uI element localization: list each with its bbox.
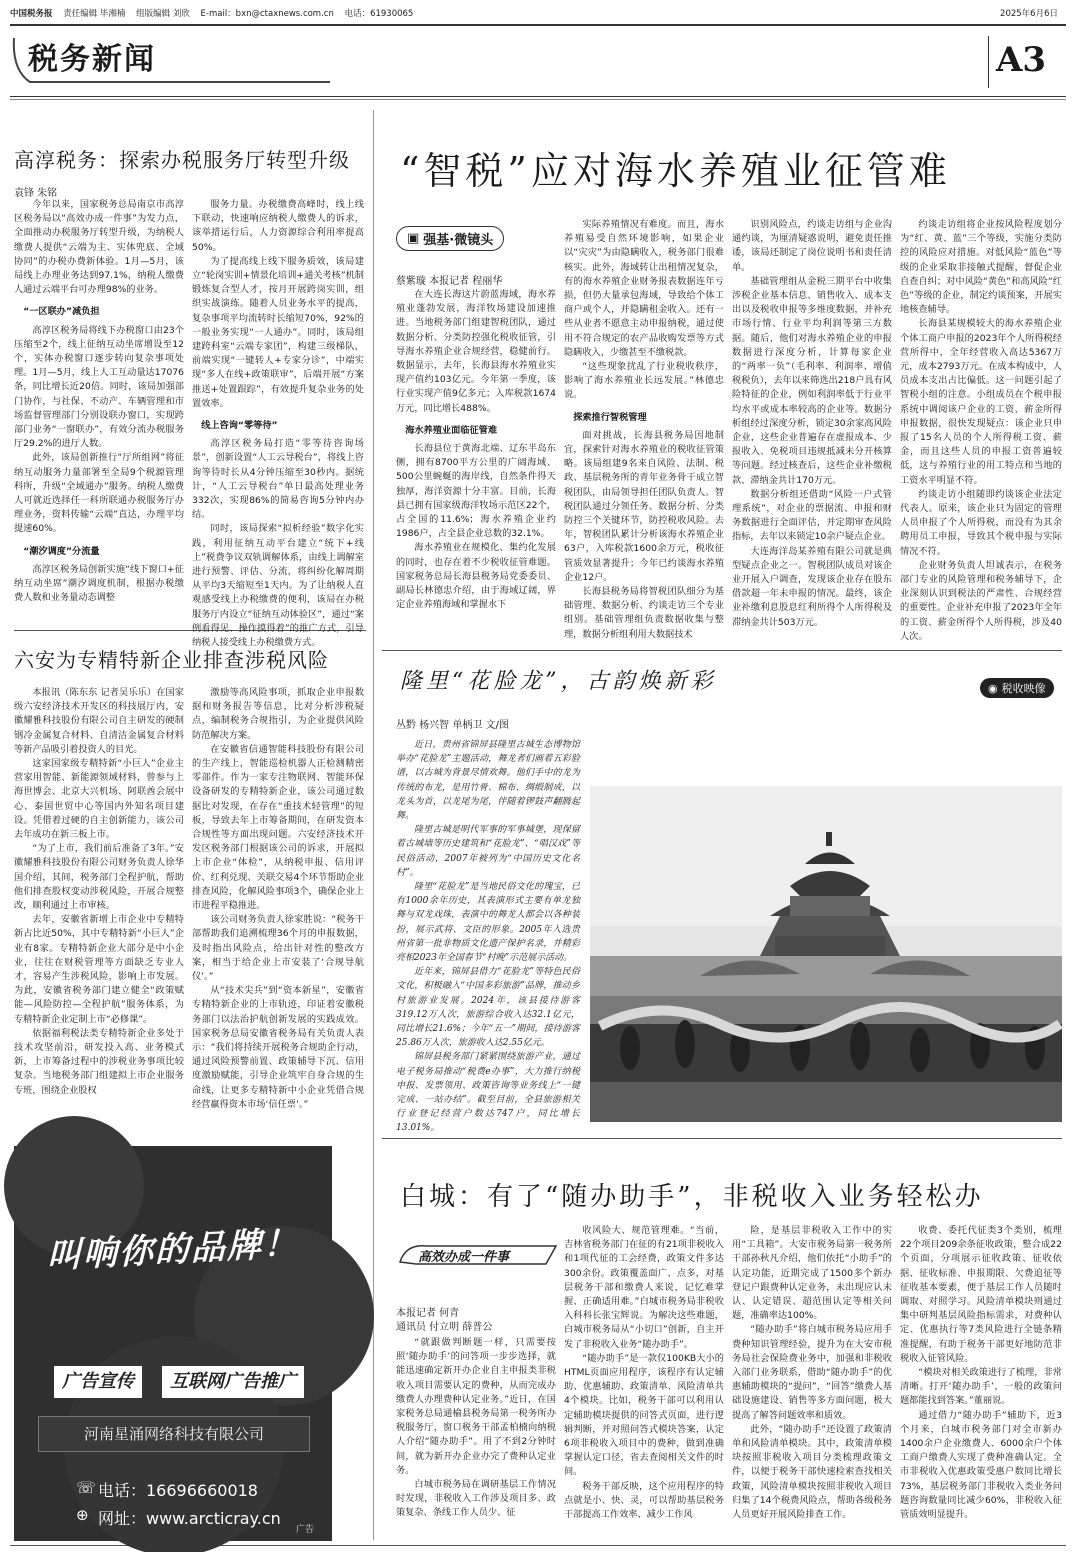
baicheng-body-col3: 险，是基层非税收入工作中的实用“工具箱”。大安市税务局第一税务所干部孙秋凡介绍，他们依托“小助手”的认定功能，近期完成了1500多个新办登记户跟费种认定业务，未出现应认未认、认定错误、超范围认定等相关问题，准确率达100%。 “随办助手”将白城市税务局应用手费种知识管理经验，提升为在大安市税务局社会保险费业务中，加强和非税收入部门业务联系，借助“随办助手”的优惠辅助模块的“提问”，“回答”缴费人基础设施建设、销售等多方面问题，极大提高了解答问题效率和质效。 此外，“随办助手”还设置了政策清单和风险清单模块。其中，政策清单模块按照非税收入项目分类梳理政策文件，以便于税务干部快速检索查找相关政策，风险清单模块按照非税收入项目归集了14个税费风险点，帮助各级税务人员更好开展风险排查工作。	[732, 1225, 892, 1521]
advertisement[interactable]	[14, 1146, 332, 1541]
ad-mark: 广告	[296, 1525, 315, 1535]
longli-dragon-dance-photo	[590, 786, 1062, 1122]
luan-body-col2: 激励等高风险事项，抓取企业申报数据和财务报告等信息，比对分析涉税疑点，编制税务合规指引，为企业提供风险防范解决方案。 在安徽省信通智能科技股份有限公司的生产线上，智能巡检机器人正检测精密零部件。作为一家专注物联网、智能环保设备研发的专精特新企业，该公司通过数据比对发现，在存在“重技术轻管理”的短板，导致去年上市筹备期间，在研发资本合规性等方面出现问题。六安经济技术开发区税务部门根据该公司的诉求，开展拟上市企业“体检”，从纳税申报、信用评价、红利兑现、关联交易4个环节帮助企业排查风险，化解风险事项3个，确保企业上市进程平稳推进。 该公司财务负责人徐家胜说：“税务干部帮助我们追溯梳理36个月的申报数据，及时指出风险点，给出针对性的整改方案，相当于给企业上市安装了‘合规导航仪’。” 从“技术尖兵”到“资本新星”，安徽省专精特新企业的上市轨迹，印证着安徽税务部门以法治护航创新发展的实践成效。国家税务总局安徽省税务局有关负责人表示：“我们将持续开展税务合规助企行动，通过风险预警前置、政策辅导下沉、信用度激励赋能，引导企业筑牢自身合规的生命线，让更多专精特新中小企业凭借合规经营赢得资本市场‘信任票’。”	[192, 687, 364, 1110]
ad-slogan: 叫响你的品牌！	[47, 1223, 299, 1277]
main-body-col2: 实际养殖情况有难度。而且，海水养殖易受自然环境影响，如果企业以“灾灾”为由隐瞒收入，税务部门很难核实。此外，海域转让出租情况复杂，有的海水养殖企业财务报表数据连年亏损，但仍大量承包海域，导致给个体工商户或个人，并隐瞒租金收入。还有一些从业者不愿意主动申报纳税，通过使用不符合规定的农产品收购发票等方式隐瞒收入，少缴甚至不缴税款。 “这些现象扰乱了行业税收秩序，影响了海水养殖业长远发展。”林德忠说。 探索推行智税管理 面对挑战，长海县税务局因地制宜，探索针对海水养殖业的税收征管策略。该局组建9名来自风险、法制、税政、基层税务所的青年业务骨干成立智税团队，由局领导担任团队负责人。智税团队通过分领任务、数据分析、分类防控三个关键环节，防控税收风险。去年，智税团队累计分析该海水养殖企业63户，入库税款1600余万元，税收征管质效显著提升；今年已约谈海水养殖企业12户。 长海县税务局将智税团队细分为基础管理、数据分析、约谈走访三个专业组别。基础管理组负责数据收集与整理，数据分析组利用大数据技术	[564, 219, 724, 640]
top-info-bar	[10, 6, 1066, 22]
luan-body-col1: 本报讯（陈东东 记者吴乐乐）在国家级六安经济技术开发区的科技展厅内，安徽耀雅科技股份有限公司自主研发的硬制钢冷金属复合材料、自清洁金属复合材料等新产品吸引着投资人的目光。 这家国家级专精特新“小巨人”企业主营家用智能、新能源领域材料，曾参与上海世博会、北京大兴机场、阿联酋会展中心、泰国世贸中心等国内外知名项目建设。凭借着过硬的自主创新能力，该公司去年成功在新三板上市。 “为了上市，我们前后准备了3年。”安徽耀雅科技股份有限公司财务负责人徐华国介绍，其间，税务部门全程护航，帮助他们排查股权变动涉税风险，开展合规整改，顺利通过上市审核。 去年，安徽省新增上市企业中专精特新占比近50%，其中专精特新“小巨人”企业有8家。专精特新企业大部分是中小企业，往往在财税管理等方面缺乏专业人才，容易产生涉税风险，影响上市发展。为此，安徽省税务部门建立健全“政策赋能—风险防控—全程护航”服务体系，为专精特新企业定制上市“必修课”。 依据福利税法类专精特新企业多处于技术攻坚前沿，研发投入高、业务模式新，上市筹备过程中的涉税业务事项比较复杂。当地税务部门组建拟上市企业服务专班，围绕企业股权	[14, 687, 184, 1096]
ad-company-name: 河南星涌网络科技有限公司	[38, 1416, 310, 1452]
header-rule-bottom	[10, 96, 1066, 97]
longli-badge-label: 税收映像	[1001, 682, 1046, 695]
issue-date: 2025年6月6日	[1000, 9, 1058, 19]
baicheng-badge-label: 高效办成一件事	[418, 1250, 510, 1265]
longli-byline: 丛黔 杨兴智 单柄卫 文/图	[396, 720, 509, 731]
baicheng-body-col1: “就跟做判断题一样，只需要按照‘随办助手’的问答项一步步选择，就能迅速确定新开办企业自主申报类非税收入项目需要认定的费种，从而完成办缴费人办理费种认定业务。”近日，在国家税务总局通榆县税务局第一税务所办税服务厅，窗口税务干部孟柏楠向纳税人介绍“随办助手”。用了不到2分钟时间，就为新开办企业办完了费种认定业务。 白城市税务局在调研基层工作情况时发现，非税收入工作涉及项目多、政策复杂、条线工作人员少、征	[396, 1337, 556, 1519]
editor-credit: 责任编辑 毕湘楠	[63, 9, 126, 19]
phone-contact: 电话：61930065	[344, 9, 414, 19]
gaochun-body-col1: 今年以来，国家税务总局南京市高淳区税务局以“高效办成一件事”为发力点，全面推动办税服务厅转型升级，为纳税人缴费人提供“云端为主、实体兜底、全域协同”的办税办费新体验。1月—5月，该局线上办理业务达到97.1%，纳税人缴费人通过云端平台可办理98%的业务。 “一区联办”减负担 高淳区税务局将线下办税窗口由23个压缩至2个，线上征纳互动坐席增设至12个，实体办税窗口逐步转向复杂事项处理。1月—5月，线上人工互动量达17076条，同比增长近20倍。同时，该局加强部门协作，与社保、不动产、车辆管理和市场监督管理部门分别设联办窗口，实现跨部门业务“一窗联办”，有效分流办税服务厅29.2%的进厅人数。 此外，该局创新推行“厅所组网”将征纳互动服务力量部署至全局9个税源管理科所，升级“全域通办”服务。纳税人缴费人可就近选择任一科所联通办税服务厅办理业务，资料传输“云端”直达，办理平均提速60%。 “潮汐调度”分流量 高淳区税务局创新实施“线下窗口+征纳互动坐席”潮汐调度机制，根据办税缴费人数和业务量动态调整	[14, 199, 184, 604]
article-separator	[382, 1138, 1062, 1139]
main-body-col1: 在大连长海这片蔚蓝海域，海水养殖业蓬勃发展，海洋牧场建设加速推进。当地税务部门组建智税团队，通过数据分析、分类防控强化税收征管，引导海水养殖企业合规经营，稳健前行。数据显示，去年，长海县海水养殖业实现产值约103亿元。今年第一季度，该行业实现产值9亿多元；入库税款1674万元，同比增长488%。 海水养殖业面临征管难 长海县位于黄海北端、辽东半岛东侧，拥有8700平方公里的广阔海域、500公里蜿蜒的海岸线，自然条件得天独厚，海洋资源十分丰富。目前，长海县已拥有国家级海洋牧场示范区22个，占全国的11.6%；海水养殖企业约1986户，占全县企业总数的32.1%。 海水养殖业在规模化、集约化发展的同时，也存在着不少税收征管难题。国家税务总局长海县税务局党委委员、副局长林德忠介绍，由于海域辽阔，界定企业养殖海域和掌握水下	[396, 289, 556, 611]
page-number: A3	[996, 40, 1047, 80]
luan-article-title: 六安为专精特新企业排查涉税风险	[14, 648, 329, 672]
main-body-col4: 约谈走访组将企业按风险程度划分为“红、黄、蓝”三个等级，实施分类防控的风险应对措施。对低风险“蓝色”等级的企业采取非接触式提醒，督促企业自查自纠；对中风险“黄色”和高风险“红色”等级的企业，制定约谈预案，开展实地核查辅导。 长海县某规模较大的海水养殖企业个体工商户申报的2023年个人所得税经营所得中，全年经营收入高达5367万元，成本2793万元。在成本构成中，人员成本支出占比偏低。这一问题引起了智税小组的注意。小组成员在个税申报系统中调阅该户企业的工资、薪金所得申报数据，很快发现疑点：该企业只申报了15名人员的个人所得税工资、薪金，而且这些人员的申报工资普遍较低，这与养殖行业的用工特点和当地的工资水平明显不符。 约谈走访小组随即约谈该企业法定代表人。原来，该企业只为固定的管理人员申报了个人所得税，而没有为其余聘用员工申报，导致其个税申报与实际情况不符。 企业财务负责人坦诚表示，在税务部门专业的风险管理和税务辅导下，企业深刻认识到税法的严肃性、合规经营的重要性。企业补充申报了2023年全年的工资、薪金所得个人所得税，涉及40人次。	[900, 219, 1062, 642]
ad-phone: 电话：16696660018	[98, 1481, 258, 1500]
main-body-col3: 识别风险点，约谈走访组与企业沟通约谈，为厘清疑惑说明，避免责任推诿，该局还制定了岗位说明书和责任清单。 基础管理组从金税三期平台中收集涉税企业基本信息、销售收入、成本支出以及税收申报等多维度数据，并补充市场行情、行业平均利润等第三方数据。随后，他们对海水养殖企业的申报数据进行深度分析，计算每家企业的“两率一负”（毛利率、利润率、增值税税负），去年以来筛选出218户具有风险特征的企业，例如利润率低于行业平均水平或成本率较高的企业等。数据分析组经过深度分析，锁定30余家高风险企业，这些企业普遍存在虚报成本、少报收入、免税项目违规抵减未分开核算等问题。经过核查后，这些企业补缴税款、滞纳金共计170万元。 数据分析组还借助“风险一户式管理系统”，对企业的票据流、申报和财务数据进行全面评估，并定期审查风险指标，去年以来锁定10余户疑点企业。 大连海洋岛某养殖有限公司就是典型疑点企业之一。智税团队成员对该企业开展入户调查，发现该企业存在股东借款超一年未申报的情况。最终，该企业补缴利息股息红利所得个人所得税及滞纳金共计503万元。	[732, 219, 892, 628]
main-article-badge	[396, 226, 504, 251]
main-byline: 蔡紫璇 本报记者 程丽华	[396, 276, 503, 287]
email-contact: E-mail：bxn@ctaxnews.com.cn	[200, 9, 334, 19]
longli-article-title: 隆里“花脸龙”，古韵焕新彩	[400, 669, 717, 694]
article-separator	[382, 650, 1062, 651]
baicheng-article-badge	[396, 1240, 564, 1270]
gaochun-byline: 袁锋 朱铭	[14, 188, 58, 199]
ad-tag-internet-promo: 互联网广告推广	[162, 1366, 304, 1398]
ad-tag-advertising: 广告宣传	[54, 1366, 142, 1398]
baicheng-byline-reporter: 本报记者 何青	[396, 1308, 460, 1319]
longli-body: 近日，贵州省锦屏县隆里古城生态博物馆举办“花脸龙”主题活动，舞龙者们画着五彩脸谱，以古城为背景尽情欢舞。他们手中的龙为传统的布龙，是用竹骨、棉布、绸缎制成，以龙头为首，以龙尾为尾，伴随着锣鼓声翻腾起舞。 隆里古城是明代军事的军事城堡，现保留着古城墙等历史建筑和“花脸龙”、“唱汉戏”等民俗活动，2007年被列为“中国历史文化名村”。 隆里“花脸龙”是当地民俗文化的瑰宝，已有1000余年历史，其表演形式主要有单龙独舞与双龙戏珠，表演中的舞龙人都会以各种装扮，展示武将、文臣的形象。2005年入选贵州省第一批非物质文化遗产保护名录，并精彩亮相2023年全国春节“村晚”示范展示活动。 近年来，锦屏县借力“花脸龙”等特色民俗文化，积极融入“中国多彩旅游”品牌，推动乡村旅游业发展。2024年，该县接待游客319.12万人次，旅游综合收入达32.1亿元，同比增长21.6%；今年“五一”期间，接待游客25.86万人次，旅游收入达2.55亿元。 锦屏县税务部门紧紧围绕旅游产业，通过电子税务局推动“税费e办事”，大力推行纳税申报、发票领用、政策咨询等业务线上“一键完成、一站办结”。截至目前，全县旅游相关行业登记经营户数达747户，同比增长13.01%。	[396, 740, 580, 1134]
header-rule-bottom-thin	[10, 99, 1066, 100]
baicheng-article-title: 白城：有了“随办助手”，非税收入业务轻松办	[400, 1182, 984, 1212]
paper-name: 中国税务报	[10, 9, 53, 19]
main-badge-label: 强基·微镜头	[423, 233, 494, 248]
header-rule	[10, 24, 1066, 26]
main-article-title: “智税”应对海水养殖业征管难	[400, 149, 951, 193]
camera-icon: ◉	[988, 681, 998, 695]
section-title: 税务新闻	[28, 42, 156, 77]
longli-article-badge	[980, 678, 1054, 698]
ad-website[interactable]: 网址：www.arcticray.cn	[98, 1509, 281, 1528]
gaochun-body-col2: 服务力量。办税缴费高峰时，线上线下联动，快速响应纳税人缴费人的诉求，该举措运行后，人力资源综合利用率提高50%。 为了提高线上线下服务质效，该局建立“轮岗实训+情景化培训+通关考核”机制锻炼复合型人才，按月开展跨岗实训，组织实战演练。随着人员业务水平的提高，复杂事项平均流转时长缩短70%，92%的一般业务实现“一人通办”。同时，该局组建跨科室“云端专家团”，构建三级梯队，前端实现“一键转人+专家分诊”，中端实现“多人在线+政策联审”，后端开展“方案推送+处置跟踪”，有效提升复杂业务的处置效率。 线上咨询“零等待” 高淳区税务局打造“零等待咨询场景”，创新设置“人工云导税台”，将线上咨询等待时长从4分钟压缩至30秒内。据统计，“人工云导税台”单日最高处理业务332次，实现86%的简易咨询5分钟内办结。 同时，该局探索“拟析经验”数字化实践，利用征纳互动平台建立“统下+线上”税费争议双轨调解体系，由线上调解室进行预警、评估、分流，将纠纷化解周期从平均3天缩短至1天内。为了让纳税人直观感受线上办税缴费的便利，该局在办税服务厅内设立“征纳互动体验区”，通过“案例看得见、操作摸得着”的推广方式，引导纳税人接受线上办税缴费方式。	[192, 199, 364, 649]
baicheng-body-col4: 收费、委托代征类3个类别，梳理22个项目209余条征收政策，整合成22个页面，分项展示征收政策、征收依据、征收标准、申报期限、欠费追征等征收基本要素，便于基层工作人员随时调取、对照学习。风险清单模块则通过集中研判基层风险指标需求，对费种认定、优惠执行等7类风险进行全链条精准提醒，有助于税务干部更好地防范非税收入征管风险。 “模块对相关政策进行了梳理，非常清晰。打开‘随办助手’，一般的政策问题都能找到答案。”董丽说。 通过借力“随办助手”辅助下，近3个月来，白城市税务部门对全市新办1400余户企业缴费人、6000余户个体工商户缴费人实现了费种准确认定。全市非税收入优惠政策受惠户数同比增长73%，基层税务部门非税收入类业务问题咨询数量同比减少60%，非税收入征管质效明显提升。	[900, 1225, 1062, 1521]
phone-icon: ☏	[76, 1478, 97, 1497]
baicheng-byline-correspondent: 通讯员 付立明 薛普公	[396, 1322, 493, 1333]
globe-icon: ⊕	[76, 1506, 89, 1524]
gaochun-article-title: 高淳税务：探索办税服务厅转型升级	[14, 148, 350, 172]
book-icon: ▣	[407, 231, 420, 246]
baicheng-body-col2: 收风险大、规范管理难。“当前，吉林省税务部门在征的有21项非税收入和1项代征的工会经费，政策文件多达300余份。政策覆盖面广、点多，对基层税务干部和缴费人来说，记忆难掌握、正确适用难。”白城市税务局非税收入科科长张宝辉说。为解决这些难题，白城市税务局从“小切口”创新，自主开发了非税收入业务“随办助手”。 “随办助手”是一款仅100KB大小的HTML页面应用程序，该程序有认定辅助、优惠辅助、政策清单、风险清单共4个模块。比如，税务干部可以利用认定辅助模块提供的问答式页面，进行逻辑判断，并对照问答式模块答案，认定6项非税收入项目中的费种，做到准确掌握认定口径，省去查阅相关文件的时间。 税务干部反映，这个应用程序的特点就是小、快、灵，可以帮助基层税务干部提高工作效率、减少工作风	[564, 1225, 724, 1521]
layout-credit: 组版编辑 刘欣	[136, 9, 190, 19]
